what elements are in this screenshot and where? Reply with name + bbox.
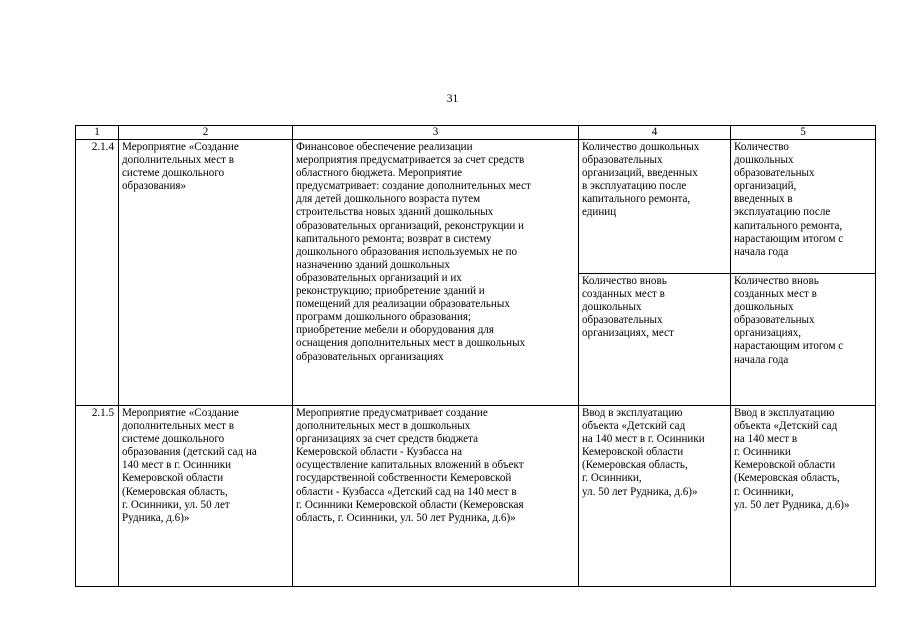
measure-description: Финансовое обеспечение реализации мероприятия предусматривается за счет средств областного бюджета. Мероприятие предусматривает: создание дополнительных мест для детей дошкольного возраста путем строительства новых зданий дошкольных образовательных организаций, реконструкции и капитального ремонта; возврат в систему дошкольного образования используемых не по назначению зданий дошкольных образовательных организаций и их реконструкцию; приобретение зданий и помещений для реализации образовательных программ дошкольного образования; приобретение мебели и оборудования для оснащения дополнительных мест в дошкольных образовательных организациях [293,140,579,406]
measure-name: Мероприятие «Создание дополнительных мест в системе дошкольного образования (детский сад на 140 мест в г. Осинники Кемеровской области (Кемеровская область, г. Осинники, ул. 50 лет Рудника, д.6)» [119,406,293,587]
indicator-cell: Количество вновь созданных мест в дошкольных образовательных организациях, мест [579,274,731,406]
row-number: 2.1.5 [76,406,119,587]
row-number: 2.1.4 [76,140,119,406]
header-col-4: 4 [579,126,731,140]
indicator-cell: Количество дошкольных образовательных организаций, введенных в эксплуатацию после капитального ремонта, единиц [579,140,731,274]
table-row [76,406,876,587]
header-col-1: 1 [76,126,119,140]
indicator-cell: Количество вновь созданных мест в дошкольных образовательных организациях, нарастающим итогом с начала года [731,274,876,406]
measures-table [75,125,876,587]
header-col-5: 5 [731,126,876,140]
indicator-cell: Ввод в эксплуатацию объекта «Детский сад на 140 мест в г. Осинники Кемеровской области (Кемеровская область, г. Осинники, ул. 50 лет Рудника, д.6)» [579,406,731,587]
indicator-cell: Ввод в эксплуатацию объекта «Детский сад на 140 мест в г. Осинники Кемеровской области (Кемеровская область, г. Осинники, ул. 50 лет Рудника, д.6)» [731,406,876,587]
table-row [76,140,876,274]
header-col-3: 3 [293,126,579,140]
page-number: 31 [446,93,459,105]
indicator-cell: Количество дошкольных образовательных организаций, введенных в эксплуатацию после капитального ремонта, нарастающим итогом с начала года [731,140,876,274]
measure-name: Мероприятие «Создание дополнительных мест в системе дошкольного образования» [119,140,293,406]
header-row [76,126,876,140]
measure-description: Мероприятие предусматривает создание дополнительных мест в дошкольных организациях за счет средств бюджета Кемеровской области - Кузбасса на осуществление капитальных вложений в объект государственной собственности Кемеровской области - Кузбасса «Детский сад на 140 мест в г. Осинники Кемеровской области (Кемеровская область, г. Осинники, ул. 50 лет Рудника, д.6)» [293,406,579,587]
header-col-2: 2 [119,126,293,140]
